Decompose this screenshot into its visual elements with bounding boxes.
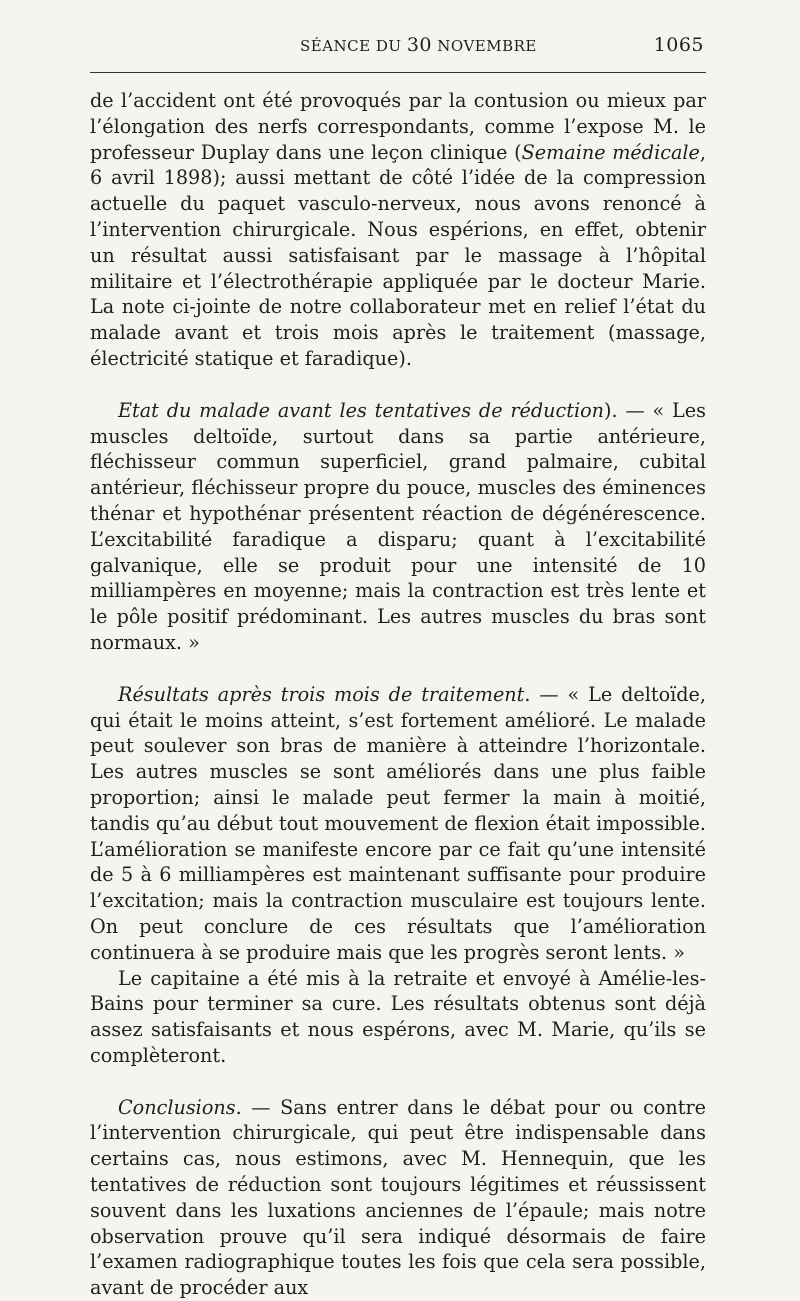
running-header xyxy=(90,34,706,58)
section-lead-resultats: Résultats après trois mois de traitement xyxy=(118,682,525,706)
paragraph-4 xyxy=(90,966,706,1069)
paragraph-5-text: . — Sans entrer dans le débat pour ou contre l’intervention chirurgicale, qui peut être indispensable dans certains cas, nous estimons, avec M. Hennequin, que les tentatives de réduction sont toujours légitimes et réussissent souvent dans les luxations anciennes de l’épaule; mais notre observation prouve qu’il sera indiqué désormais de faire l’examen radiographique toutes les fois que cela sera possible, avant de procéder aux xyxy=(90,1095,706,1300)
header-rule xyxy=(90,72,706,73)
paragraph-1-text: de l’accident ont été provoqués par la contusion ou mieux par l’élongation des nerfs correspondants, comme l’expose M. le professeur Duplay dans une leçon clinique ( xyxy=(90,89,706,164)
running-title-suffix: NOVEMBRE xyxy=(437,37,537,55)
running-title-prefix: SÉANCE DU xyxy=(300,37,402,55)
section-lead-etat: Etat du malade avant les tentatives de réduction xyxy=(118,398,605,422)
running-title xyxy=(300,34,537,56)
page-number: 1065 xyxy=(653,34,704,56)
paragraph-2-text: ). — « Les muscles deltoïde, surtout dans sa partie antérieure, fléchisseur commun superficiel, grand palmaire, cubital antérieur, fléchisseur propre du pouce, muscles des éminences thénar et hypothénar présentent réaction de dégénérescence. L’excitabilité faradique a disparu; quant à l’excitabilité galvanique, elle se produit pour une intensité de 10 milliampères en moyenne; mais la contraction est très lente et le pôle positif prédominant. Les autres muscles du bras sont normaux. » xyxy=(90,398,706,654)
body-text xyxy=(90,88,706,1301)
paragraph-3 xyxy=(90,682,706,966)
section-lead-conclusions: Conclusions xyxy=(118,1095,236,1119)
paragraph-5 xyxy=(90,1095,706,1301)
paragraph-4-text: Le capitaine a été mis à la retraite et envoyé à Amélie-les-Bains pour terminer sa cure. Les résultats obtenus sont déjà assez satisfaisants et nous espérons, avec M. Marie, qu’ils se complèteront. xyxy=(90,966,706,1067)
paragraph-1 xyxy=(90,88,706,372)
running-title-num: 30 xyxy=(406,34,433,56)
paragraph-1-text-end: , 6 avril 1898); aussi mettant de côté l’idée de la compression actuelle du paquet vasculo-nerveux, nous avons renoncé à l’intervention chirurgicale. Nous espérions, en effet, obtenir un résultat aussi satisfaisant par le massage à l’hôpital militaire et l’électrothérapie appliquée par le docteur Marie. La note ci-jointe de notre collaborateur met en relief l’état du malade avant et trois mois après le traitement (massage, électricité statique et faradique). xyxy=(90,140,706,370)
paragraph-3-text: . — « Le deltoïde, qui était le moins atteint, s’est fortement amélioré. Le malade peut soulever son bras de manière à atteindre l’horizontale. Les autres muscles se sont améliorés dans une plus faible proportion; ainsi le malade peut fermer la main à moitié, tandis qu’au début tout mouvement de flexion était impossible. L’amélioration se manifeste encore par ce fait qu’une intensité de 5 à 6 milliampères est maintenant suffisante pour produire l’excitation; mais la contraction musculaire est toujours lente. On peut conclure de ces résultats que l’amélioration continuera à se produire mais que les progrès seront lents. » xyxy=(90,682,706,964)
citation-journal: Semaine médicale xyxy=(521,140,700,164)
page xyxy=(90,0,706,1300)
paragraph-2 xyxy=(90,398,706,656)
